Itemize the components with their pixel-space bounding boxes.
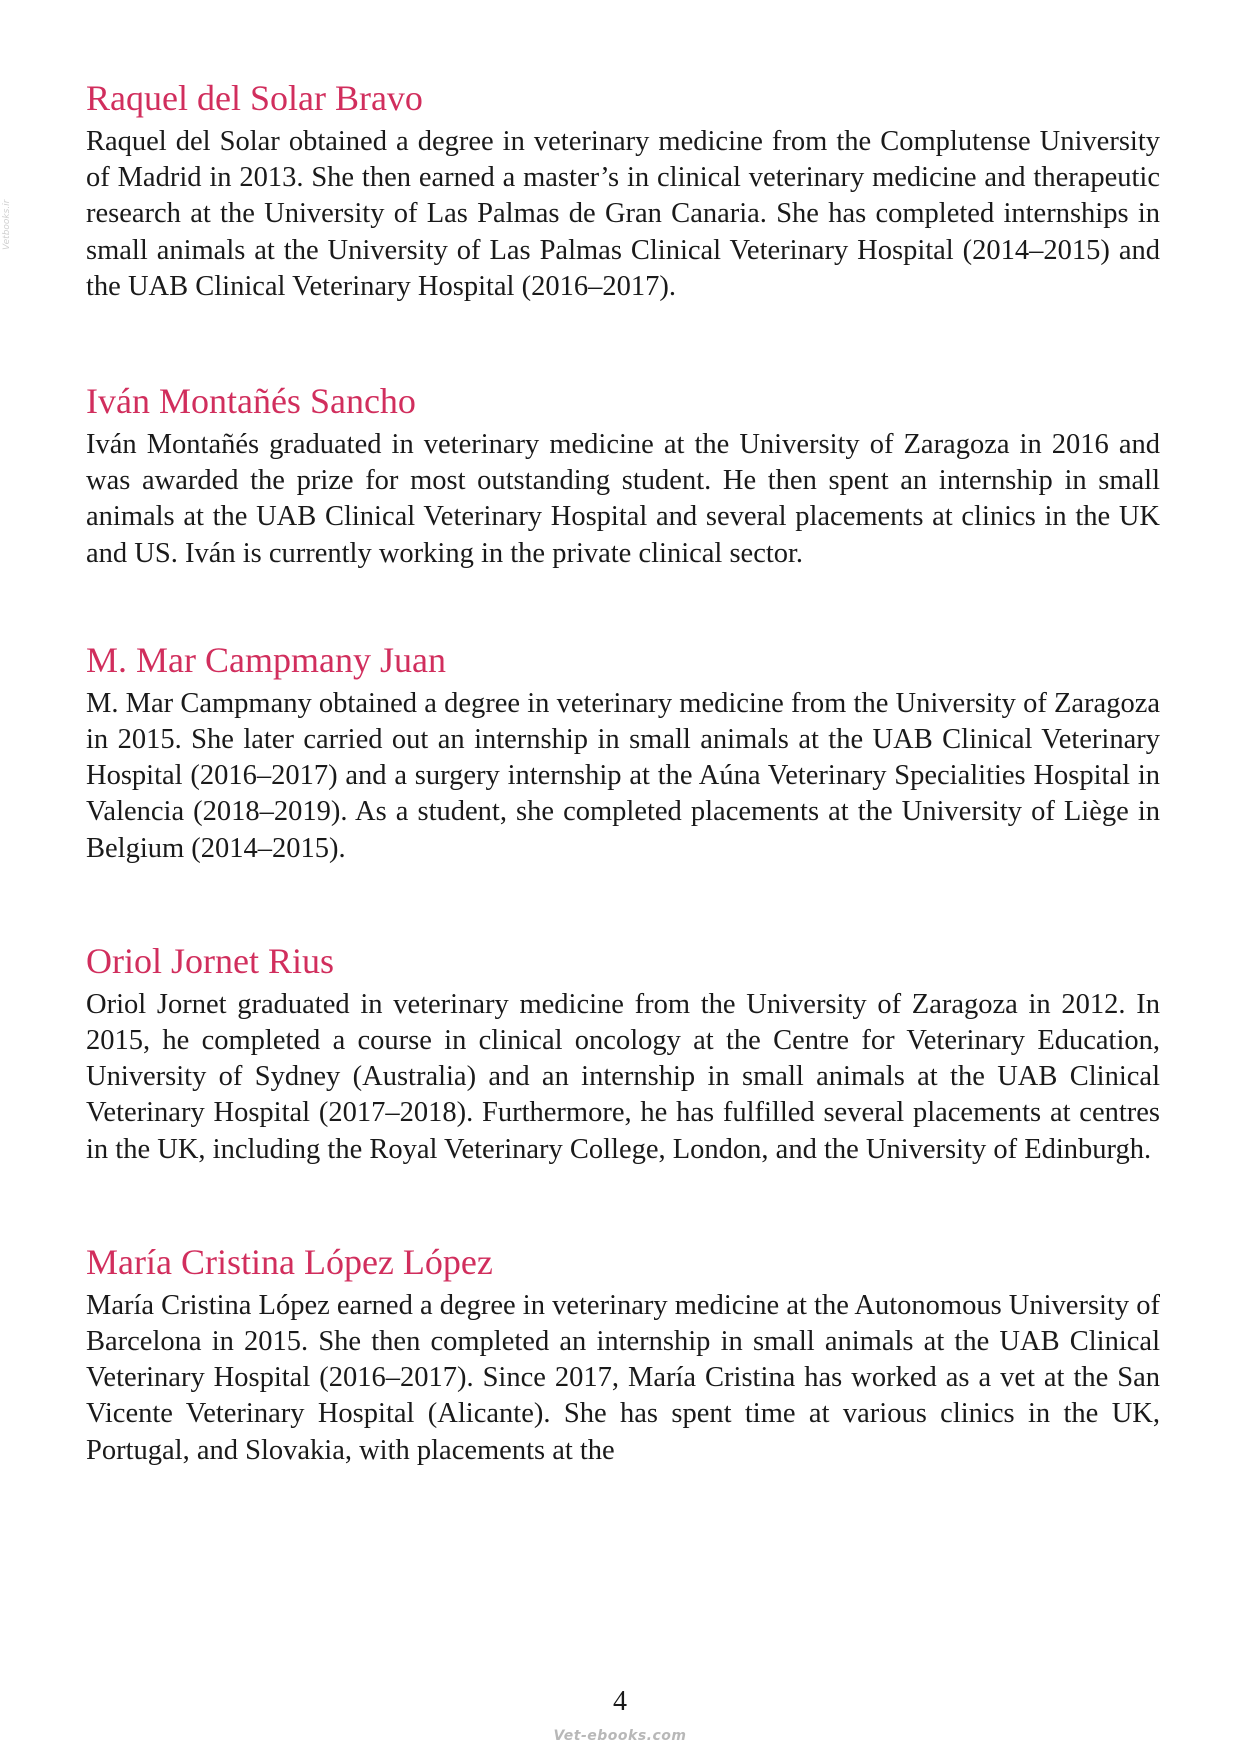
page-content (86, 74, 1160, 1469)
side-watermark: Vetbooks.ir (2, 199, 12, 250)
page-number: 4 (613, 1686, 627, 1717)
section-spacer (86, 305, 1160, 377)
bio-text: Oriol Jornet graduated in veterinary medicine from the University of Zaragoza in 2012. In 2015, he completed a course in clinical oncology at the Centre for Veterinary Education, University of Sydney (Australia) and an internship in small animals at the UAB Clinical Veterinary Hospital (2017–2018). Furthermore, he has fulfilled several placements at centres in the UK, including the Royal Veterinary College, London, and the University of Edinburgh. (86, 988, 1160, 1165)
bio-name: M. Mar Campmany Juan (86, 639, 446, 680)
bio-name: Iván Montañés Sancho (86, 381, 416, 422)
bio-raquel-del-solar-bravo (86, 74, 1160, 305)
section-spacer (86, 1168, 1160, 1238)
bio-m-mar-campmany-juan (86, 636, 1160, 867)
bio-text: María Cristina López earned a degree in veterinary medicine at the Autonomous University of Barcelona in 2015. She then completed an internship in small animals at the UAB Clinical Veterinary Hospital (2016–2017). Since 2017, María Cristina has worked as a vet at the San Vicente Veterinary Hospital (Alicante). She has spent time at various clinics in the UK, Portugal, and Slovakia, with placements at the (86, 1289, 1160, 1466)
bio-maria-cristina-lopez-lopez (86, 1238, 1160, 1469)
section-spacer (86, 867, 1160, 937)
bio-oriol-jornet-rius (86, 937, 1160, 1168)
bio-name: María Cristina López López (86, 1241, 493, 1282)
section-spacer (86, 572, 1160, 636)
bio-name: Oriol Jornet Rius (86, 940, 334, 981)
bio-ivan-montanes-sancho (86, 377, 1160, 572)
bio-text: M. Mar Campmany obtained a degree in veterinary medicine from the University of Zaragoza in 2015. She later carried out an internship in small animals at the UAB Clinical Veterinary Hospital (2016–2017) and a surgery internship at the Aúna Veterinary Specialities Hospital in Valencia (2018–2019). As a student, she completed placements at the University of Liège in Belgium (2014–2015). (86, 687, 1160, 864)
bio-text: Raquel del Solar obtained a degree in veterinary medicine from the Complutense University of Madrid in 2013. She then earned a master’s in clinical veterinary medicine and therapeutic research at the University of Las Palmas de Gran Canaria. She has completed internships in small animals at the University of Las Palmas Clinical Veterinary Hospital (2014–2015) and the UAB Clinical Veterinary Hospital (2016–2017). (86, 126, 1160, 302)
footer-watermark-logo: Vet-ebooks.com (553, 1728, 687, 1744)
bio-name: Raquel del Solar Bravo (86, 78, 423, 118)
bio-text: Iván Montañés graduated in veterinary medicine at the University of Zaragoza in 2016 and was awarded the prize for most outstanding student. He then spent an internship in small animals at the UAB Clinical Veterinary Hospital and several placements at clinics in the UK and US. Iván is currently working in the private clinical sector. (86, 429, 1160, 569)
